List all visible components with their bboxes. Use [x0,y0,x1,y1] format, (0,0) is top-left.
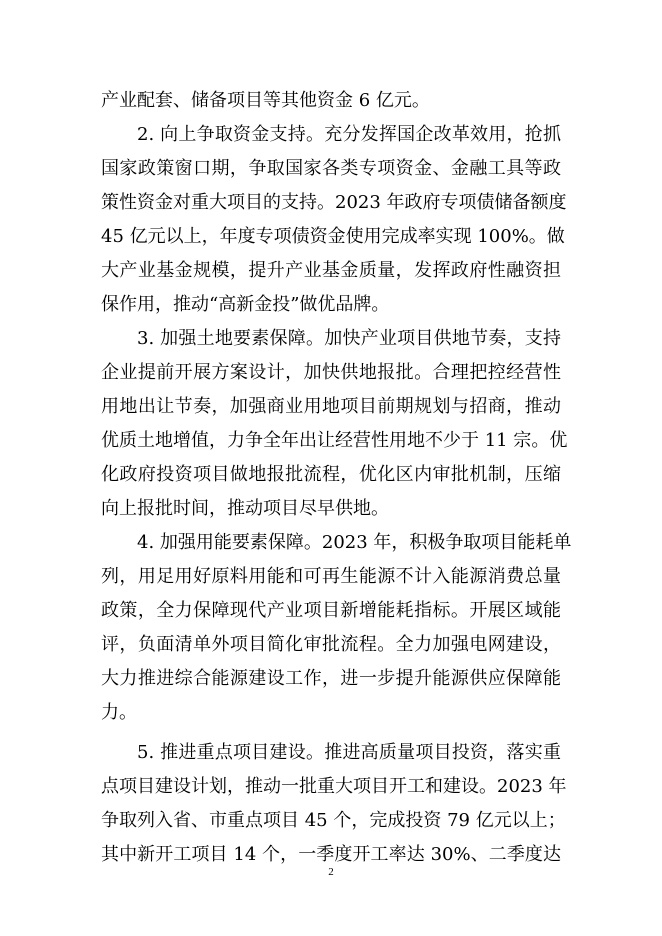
paragraph-line: 争取列入省、市重点项目 45 个，完成投资 79 亿元以上； [101,810,566,831]
paragraph-line: 2. 向上争取资金支持。充分发挥国企改革效用，抢抓 [137,124,561,145]
paragraph-line: 产业配套、储备项目等其他资金 6 亿元。 [101,90,430,111]
paragraph-line: 保作用，推动“高新金投”做优品牌。 [101,294,390,315]
paragraph-line: 评，负面清单外项目简化审批流程。全力加强电网建设， [101,634,561,655]
paragraph-line: 列，用足用好原料用能和可再生能源不计入能源消费总量 [101,566,561,587]
paragraph-line: 企业提前开展方案设计，加快供地报批。合理把控经营性 [101,362,561,383]
paragraph-line: 优质土地增值，力争全年出让经营性用地不少于 11 宗。优 [101,430,568,451]
paragraph-line: 其中新开工项目 14 个，一季度开工率达 30%、二季度达 [101,844,561,865]
paragraph-line: 45 亿元以上，年度专项债资金使用完成率实现 100%。做 [101,226,565,247]
paragraph-line: 用地出让节奏，加强商业用地项目前期规划与招商，推动 [101,396,561,417]
paragraph-line: 化政府投资项目做地报批流程，优化区内审批机制，压缩 [101,464,561,485]
paragraph-line: 向上报批时间，推动项目尽早供地。 [101,498,389,519]
paragraph-line: 点项目建设计划，推动一批重大项目开工和建设。2023 年 [101,776,567,797]
paragraph-line: 大力推进综合能源建设工作，进一步提升能源供应保障能 [101,668,561,689]
paragraph-line: 力。 [101,702,137,723]
paragraph-line: 5. 推进重点项目建设。推进高质量项目投资，落实重 [137,742,561,763]
document-body [101,84,572,872]
paragraph-line: 大产业基金规模，提升产业基金质量，发挥政府性融资担 [101,260,561,281]
paragraph-line: 政策，全力保障现代产业项目新增能耗指标。开展区域能 [101,600,561,621]
paragraph-line: 4. 加强用能要素保障。2023 年，积极争取项目能耗单 [137,532,572,553]
paragraph-line: 国家政策窗口期，争取国家各类专项资金、金融工具等政 [101,158,561,179]
page-number: 2 [328,866,334,878]
paragraph-line: 3. 加强土地要素保障。加快产业项目供地节奏，支持 [137,328,561,349]
paragraph-line: 策性资金对重大项目的支持。2023 年政府专项债储备额度 [101,192,567,213]
